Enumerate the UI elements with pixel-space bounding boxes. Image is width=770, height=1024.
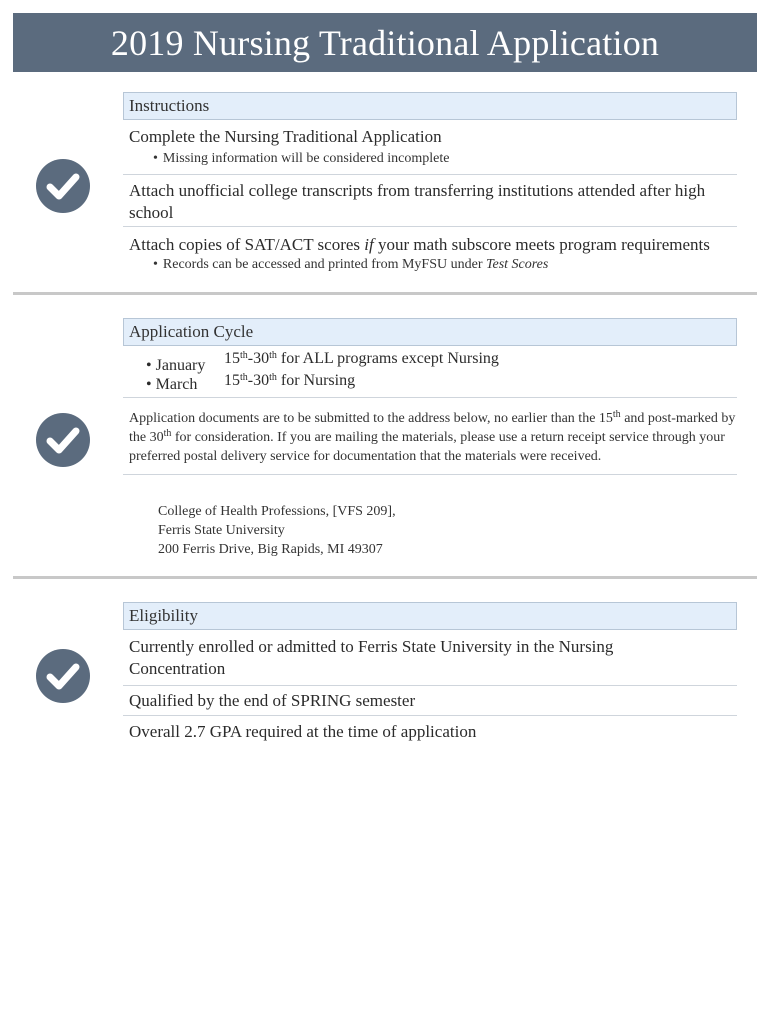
address-line-3: 200 Ferris Drive, Big Rapids, MI 49307 xyxy=(158,542,383,557)
instructions-header: Instructions xyxy=(123,92,737,120)
address-line-2: Ferris State University xyxy=(158,523,285,538)
divider xyxy=(123,170,737,175)
check-circle-icon xyxy=(36,649,90,703)
cycle-submission-paragraph: Application documents are to be submitted to the address below, no earlier than the 15th and post-marked by the 30th for consideration. If you are mailing the materials, please use a return receipt service through your preferred postal delivery service for documentation that the materials were received. xyxy=(123,409,737,475)
eligibility-enrolled: Currently enrolled or admitted to Ferris State University in the Nursing Concentration xyxy=(123,636,737,686)
instruction-records-bullet: • Records can be accessed and printed from MyFSU under Test Scores xyxy=(153,256,548,274)
check-circle-icon xyxy=(36,159,90,213)
check-circle-icon xyxy=(36,413,90,467)
eligibility-spring-semester: Qualified by the end of SPRING semester xyxy=(123,690,737,716)
cycle-month-march: • March xyxy=(146,375,222,395)
eligibility-header: Eligibility xyxy=(123,602,737,630)
eligibility-gpa: Overall 2.7 GPA required at the time of application xyxy=(129,722,477,741)
cycle-dates-january: 15th-30th for ALL programs except Nursing xyxy=(224,350,499,367)
divider xyxy=(123,393,737,398)
address-line-1: College of Health Professions, [VFS 209], xyxy=(158,504,396,519)
cycle-month-january: • January xyxy=(146,356,222,376)
cycle-dates-march: 15th-30th for Nursing xyxy=(224,372,356,389)
instruction-missing-info-bullet: • Missing information will be considered incomplete xyxy=(153,150,449,168)
divider xyxy=(123,222,737,227)
instruction-complete-application: Complete the Nursing Traditional Application xyxy=(129,127,442,146)
page-title: 2019 Nursing Traditional Application xyxy=(13,13,757,72)
section-separator xyxy=(13,576,757,579)
instruction-attach-scores: Attach copies of SAT/ACT scores if your math subscore meets program requirements xyxy=(129,235,710,254)
section-separator xyxy=(13,292,757,295)
cycle-header: Application Cycle xyxy=(123,318,737,346)
instruction-attach-transcripts: Attach unofficial college transcripts from transferring institutions attended after high school xyxy=(129,181,706,222)
